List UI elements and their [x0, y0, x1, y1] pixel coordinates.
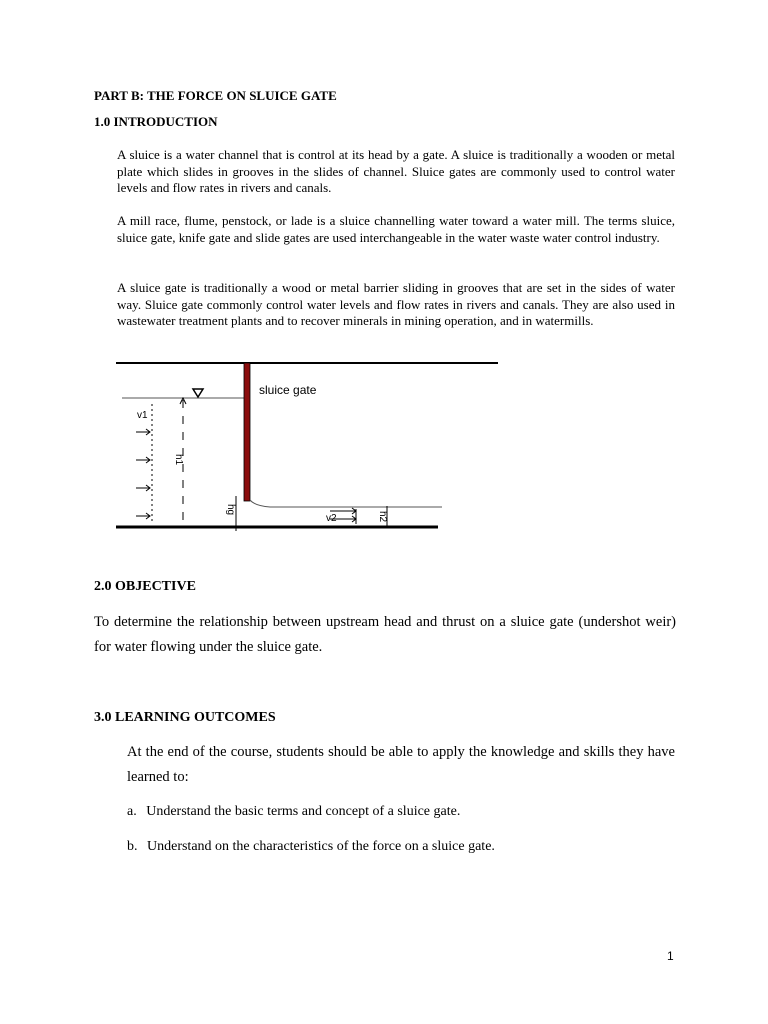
- intro-heading: 1.0 INTRODUCTION: [94, 114, 218, 129]
- objective-heading: 2.0 OBJECTIVE: [94, 579, 196, 594]
- sluice-gate-diagram: [110, 356, 510, 536]
- outcome-item-a: [127, 804, 460, 820]
- water-level-marker-icon: [193, 389, 203, 397]
- h2-label: h2: [377, 511, 388, 523]
- outcome-text-b: Understand on the characteristics of the force on a sluice gate.: [147, 839, 495, 854]
- v2-label: v2: [326, 513, 337, 524]
- downstream-water-surface: [250, 500, 442, 507]
- sluice-gate-label: sluice gate: [259, 383, 317, 397]
- hg-label: hg: [225, 504, 236, 516]
- intro-paragraph-1: A sluice is a water channel that is control at its head by a gate. A sluice is traditionally a wooden or metal plate which slides in grooves in the slides of channel. Sluice gates are commonly used to control water levels and flow rates in rivers and canals.: [117, 147, 675, 196]
- h1-label: h1: [173, 454, 184, 466]
- intro-paragraph-3: A sluice gate is traditionally a wood or metal barrier sliding in grooves that are set in the sides of water way. Sluice gate commonly control water levels and flow rates in rivers and canals. They are also used in wastewater treatment plants and to recover minerals in mining operation, and in watermills.: [117, 280, 675, 329]
- outcome-marker-a: a.: [127, 804, 137, 819]
- v1-arrows: [136, 429, 150, 519]
- outcomes-intro: At the end of the course, students should be able to apply the knowledge and skills they have learned to:: [127, 744, 675, 785]
- objective-text: To determine the relationship between upstream head and thrust on a sluice gate (undershot weir) for water flowing under the sluice gate.: [94, 614, 676, 655]
- v1-label: v1: [137, 410, 148, 421]
- outcome-item-b: [127, 839, 495, 855]
- page-number: 1: [667, 949, 674, 963]
- outcome-marker-b: b.: [127, 839, 138, 854]
- sluice-gate-plate: [244, 363, 250, 501]
- outcomes-heading: 3.0 LEARNING OUTCOMES: [94, 710, 276, 725]
- intro-paragraph-2: A mill race, flume, penstock, or lade is a sluice channelling water toward a water mill. The terms sluice, sluice gate, knife gate and slide gates are used interchangeable in the water waste water control industry.: [117, 213, 675, 245]
- part-title: PART B: THE FORCE ON SLUICE GATE: [94, 88, 337, 103]
- outcome-text-a: Understand the basic terms and concept of a sluice gate.: [146, 804, 461, 819]
